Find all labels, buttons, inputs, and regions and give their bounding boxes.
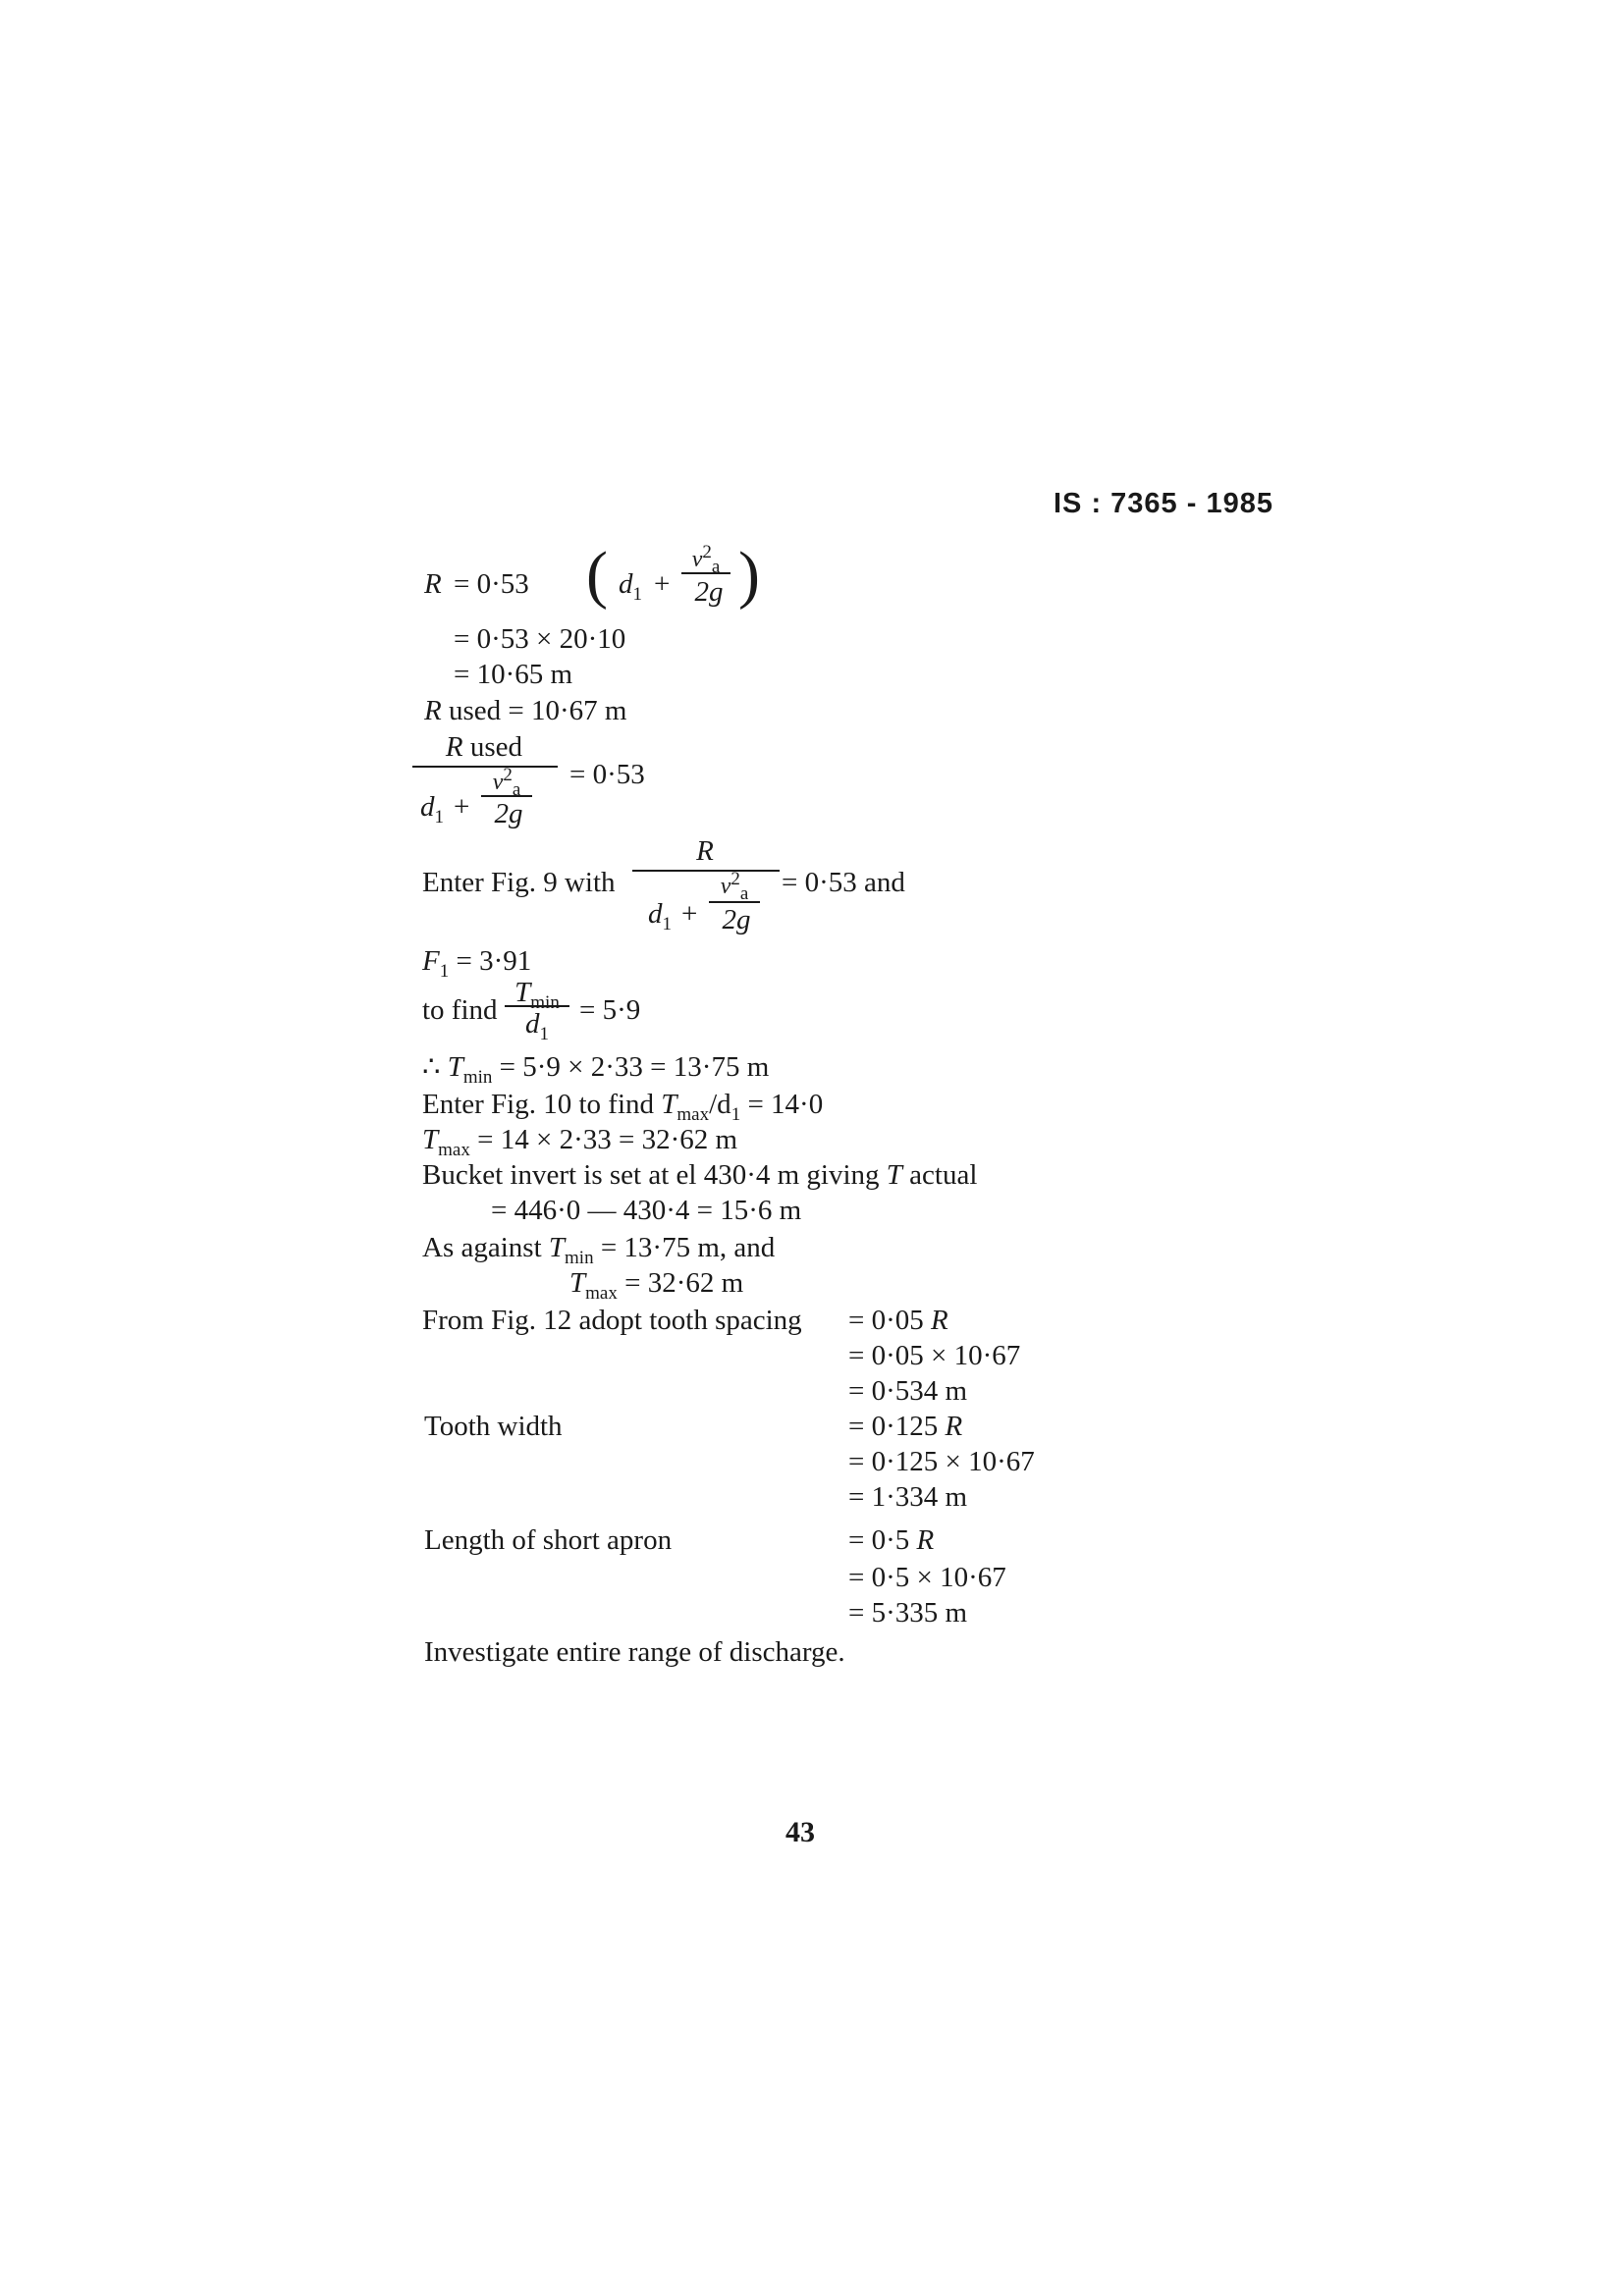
tofind-value: = 5·9: [579, 994, 641, 1026]
line-r-used: R used = 10·67 m: [424, 695, 627, 726]
investigate-line: Investigate entire range of discharge.: [424, 1636, 845, 1668]
tofind-label: to find: [422, 994, 498, 1026]
standard-code-header: IS : 7365 - 1985: [1054, 488, 1273, 519]
apron-label: Length of short apron: [424, 1524, 673, 1556]
apron-line-3: = 5·335 m: [848, 1597, 968, 1629]
page-number: 43: [785, 1816, 815, 1848]
eq1-plus: +: [654, 568, 671, 600]
eq1-fraction-bar: [681, 572, 730, 574]
eq1-denominator: 2g: [694, 576, 724, 608]
enter9-d1: $d_1$: [648, 898, 672, 934]
ratio-inner-den: 2g: [494, 798, 523, 829]
spacing-line-2: = 0·05 × 10·67: [848, 1340, 1021, 1371]
tooth-width-label: Tooth width: [424, 1411, 563, 1442]
ratio-value: = 0·53: [569, 759, 645, 790]
enter9-plus: +: [681, 898, 698, 930]
enter9-inner-num: $v^2_a$: [720, 869, 749, 904]
tooth-line-3: = 1·334 m: [848, 1481, 968, 1513]
eq1-coef: = 0·53: [454, 568, 529, 600]
tooth-line-2: = 0·125 × 10·67: [848, 1446, 1035, 1477]
tofind-denominator: $d_1$: [525, 1008, 549, 1044]
against-line: As against $T_{min} = 13\cdot 75$ m, and: [422, 1232, 776, 1268]
enter10-line: Enter Fig. 10 to find $T_{max}/d_1 = 14\cdot 0$: [422, 1089, 824, 1125]
eq1-d1: $d_1$: [619, 568, 642, 605]
against-line-2: $T_{max} = 32\cdot 62$ m: [569, 1267, 744, 1304]
ratio-d1: $d_1$: [420, 791, 444, 828]
ratio-inner-num: $v^2_a$: [492, 765, 521, 800]
eq1-numerator: $v^2_a$: [691, 542, 721, 577]
line-2: = 0·53 × 20·10: [454, 623, 626, 655]
enter9-inner-den: 2g: [722, 904, 751, 935]
fig12-value: = 0·05 R: [848, 1305, 948, 1336]
ratio-numerator: R used: [445, 731, 523, 763]
tofind-numerator: $T_{min}$: [514, 977, 560, 1013]
eq1-open-paren: (: [586, 539, 608, 611]
f1-line: $F_1 = 3\cdot 91$: [422, 945, 532, 982]
ratio-plus: +: [454, 791, 470, 823]
bucket-line-2: = 446·0 — 430·4 = 15·6 m: [491, 1195, 802, 1226]
enter9-value: = 0·53 and: [782, 867, 905, 898]
apron-line-2: = 0·5 × 10·67: [848, 1562, 1006, 1593]
tooth-width-value: = 0·125 R: [848, 1411, 963, 1442]
fig12-label: From Fig. 12 adopt tooth spacing: [422, 1305, 802, 1336]
apron-value: = 0·5 R: [848, 1524, 935, 1556]
spacing-line-3: = 0·534 m: [848, 1375, 968, 1407]
eq1-lhs: R: [424, 568, 442, 600]
enter9-label: Enter Fig. 9 with: [422, 867, 616, 898]
enter9-numerator: R: [696, 835, 714, 867]
eq1-close-paren: ): [738, 539, 760, 611]
bucket-line: Bucket invert is set at el 430·4 m giving T actual: [422, 1159, 978, 1191]
tmax-line: $T_{max} = 14 \times 2\cdot 33 = 32\cdot 62$ m: [422, 1124, 738, 1160]
tmin-line: ∴ $T_{min} = 5\cdot 9 \times 2\cdot 33 = 13\cdot 75$ m: [422, 1051, 770, 1088]
line-3: = 10·65 m: [454, 659, 573, 690]
